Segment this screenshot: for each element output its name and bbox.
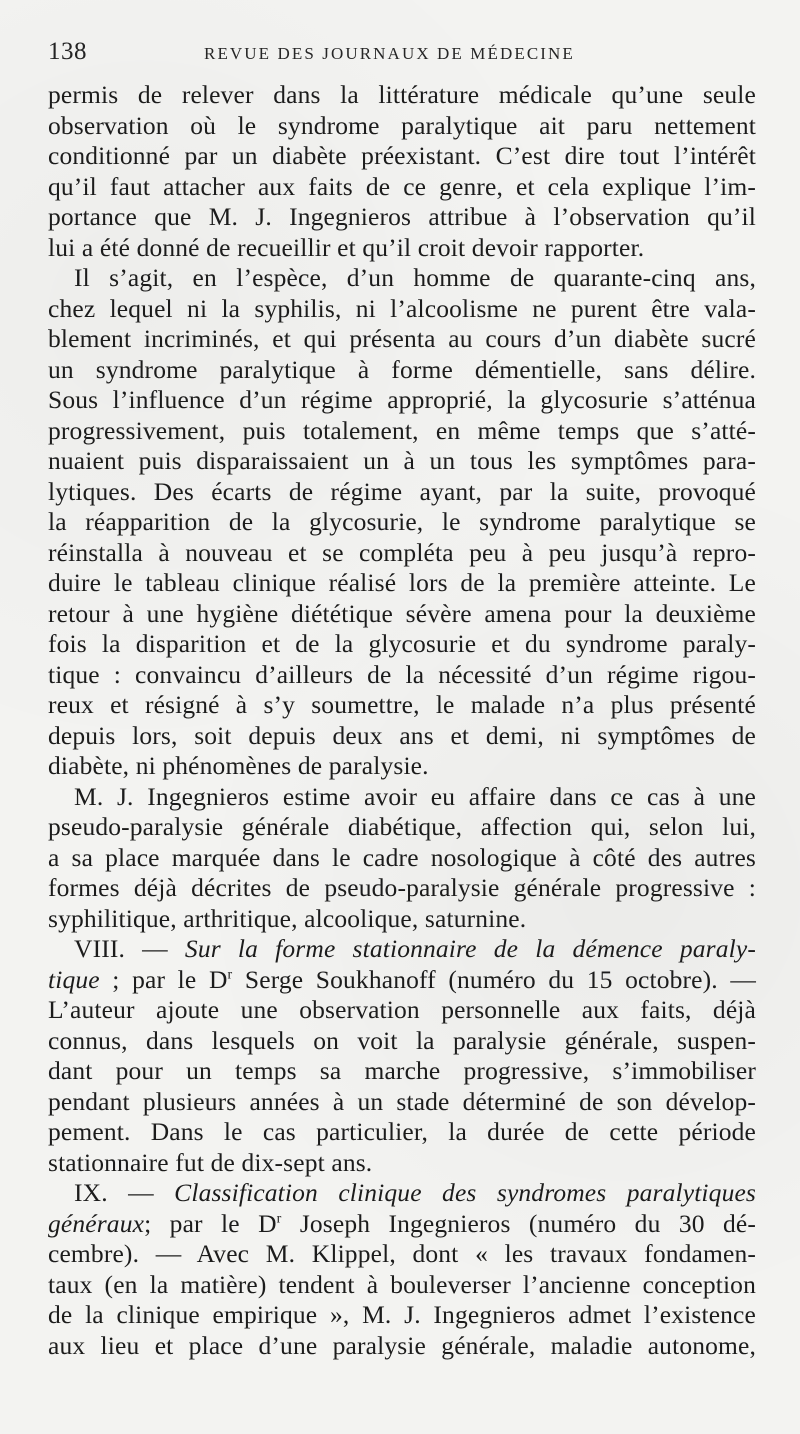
journal-title: REVUE DES JOURNAUX DE MÉDECINE bbox=[204, 44, 575, 63]
text-line: L’auteur ajoute une observation personnelle aux faits, déjà bbox=[48, 995, 756, 1024]
text-line: Il s’agit, en l’espèce, d’un homme de quarante-cinq ans, bbox=[74, 263, 756, 292]
text-line: syphilitique, arthritique, alcoolique, saturnine. bbox=[48, 903, 527, 933]
text-line: lui a été donné de recueillir et qu’il croit devoir rapporter. bbox=[48, 232, 645, 262]
text-line: observation où le syndrome paralytique ait paru nettement bbox=[48, 110, 756, 140]
text-line: nuaient puis disparaissaient un à un tous les symptômes para- bbox=[48, 446, 756, 475]
text-line: cembre). — Avec M. Klippel, dont « les travaux fondamen- bbox=[48, 1239, 756, 1268]
article-citation-line bbox=[48, 1209, 756, 1240]
text-line: dant pour un temps sa marche progressive, s’immobiliser bbox=[48, 1056, 756, 1085]
text-line: diabète, ni phénomènes de paralysie. bbox=[48, 751, 429, 780]
running-head bbox=[48, 38, 756, 70]
text-line: permis de relever dans la littérature médicale qu’une seule bbox=[48, 80, 756, 109]
section-dash: — bbox=[128, 1178, 154, 1207]
section-viii bbox=[48, 934, 756, 1178]
text-line: un syndrome paralytique à forme démentielle, sans délire. bbox=[48, 354, 756, 384]
text-line: a sa place marquée dans le cadre nosologique à côté des autres bbox=[48, 842, 756, 872]
text-line: duire le tableau clinique réalisé lors de la première atteinte. Le bbox=[48, 568, 756, 597]
page-number: 138 bbox=[48, 38, 87, 65]
paragraph-diabetes-intro bbox=[48, 80, 756, 263]
text-line: conditionné par un diabète préexistant. C’est dire tout l’intérêt bbox=[48, 141, 756, 170]
section-heading-line bbox=[48, 1178, 756, 1209]
text-line: pement. Dans le cas particulier, la durée de cette période bbox=[48, 1117, 756, 1146]
text-line: la réapparition de la glycosurie, le syndrome paralytique se bbox=[48, 507, 756, 536]
text-line: fois la disparition et de la glycosurie et du syndrome paraly- bbox=[48, 629, 756, 658]
paragraph-case-description bbox=[48, 263, 756, 782]
paragraph-pseudo-paralysis bbox=[48, 782, 756, 935]
article-title-continued: tique bbox=[48, 964, 100, 994]
section-heading-line bbox=[48, 934, 756, 965]
text-line: aux lieu et place d’une paralysie générale, maladie autonome, bbox=[48, 1330, 756, 1360]
text-line: M. J. Ingegnieros estime avoir eu affaire dans ce cas à une bbox=[74, 781, 756, 811]
author-citation: Joseph Ingegnieros (numéro du 30 dé- bbox=[281, 1208, 756, 1238]
author-prefix: ; par le D bbox=[99, 964, 228, 994]
text-line: reux et résigné à s’y soumettre, le malade n’a plus présenté bbox=[48, 690, 756, 719]
text-line: depuis lors, soit depuis deux ans et demi, ni symptômes de bbox=[48, 720, 756, 750]
text-line: tique : convaincu d’ailleurs de la nécessité d’un régime rigou- bbox=[48, 659, 756, 689]
section-dash: — bbox=[142, 934, 168, 963]
text-line: progressivement, puis totalement, en même temps que s’atté- bbox=[48, 415, 756, 445]
article-citation-line bbox=[48, 965, 756, 996]
text-line: Sous l’influence d’un régime approprié, la glycosurie s’atténua bbox=[48, 385, 756, 414]
doctor-superscript: r bbox=[276, 1211, 282, 1226]
text-line: stationnaire fut de dix-sept ans. bbox=[48, 1147, 373, 1177]
article-title: Sur la forme stationnaire de la démence paraly- bbox=[184, 934, 756, 963]
text-line: chez lequel ni la syphilis, ni l’alcoolisme ne purent être vala- bbox=[48, 293, 756, 323]
text-line: pendant plusieurs années à un stade déterminé de son dévelop- bbox=[48, 1086, 756, 1116]
section-numeral: VIII. bbox=[74, 934, 126, 963]
text-line: taux (en la matière) tendent à bouleverser l’ancienne conception bbox=[48, 1269, 756, 1299]
section-ix bbox=[48, 1178, 756, 1361]
author-prefix: ; par le D bbox=[144, 1208, 277, 1238]
doctor-superscript: r bbox=[227, 967, 233, 982]
text-line: portance que M. J. Ingegnieros attribue à l’observation qu’il bbox=[48, 202, 756, 231]
text-line: connus, dans lesquels on voit la paralysie générale, suspen- bbox=[48, 1025, 756, 1055]
text-line: retour à une hygiène diététique sévère amena pour la deuxième bbox=[48, 598, 756, 628]
text-line: formes déjà décrites de pseudo-paralysie générale progressive : bbox=[48, 873, 756, 902]
article-title-continued: généraux bbox=[48, 1208, 145, 1238]
text-line: qu’il faut attacher aux faits de ce genre, et cela explique l’im- bbox=[48, 171, 756, 201]
body-text bbox=[48, 80, 756, 1361]
article-title: Classification clinique des syndromes paralytiques bbox=[174, 1178, 757, 1207]
text-line: pseudo-paralysie générale diabétique, affection qui, selon lui, bbox=[48, 812, 756, 841]
text-line: lytiques. Des écarts de régime ayant, par la suite, provoqué bbox=[48, 476, 756, 506]
text-line: de la clinique empirique », M. J. Ingegnieros admet l’existence bbox=[48, 1300, 756, 1329]
text-line: blement incriminés, et qui présenta au cours d’un diabète sucré bbox=[48, 324, 756, 353]
text-line: réinstalla à nouveau et se compléta peu à peu jusqu’à repro- bbox=[48, 537, 756, 567]
section-numeral: IX. bbox=[74, 1178, 108, 1207]
author-citation: Serge Soukhanoff (numéro du 15 octobre). — bbox=[232, 964, 756, 994]
